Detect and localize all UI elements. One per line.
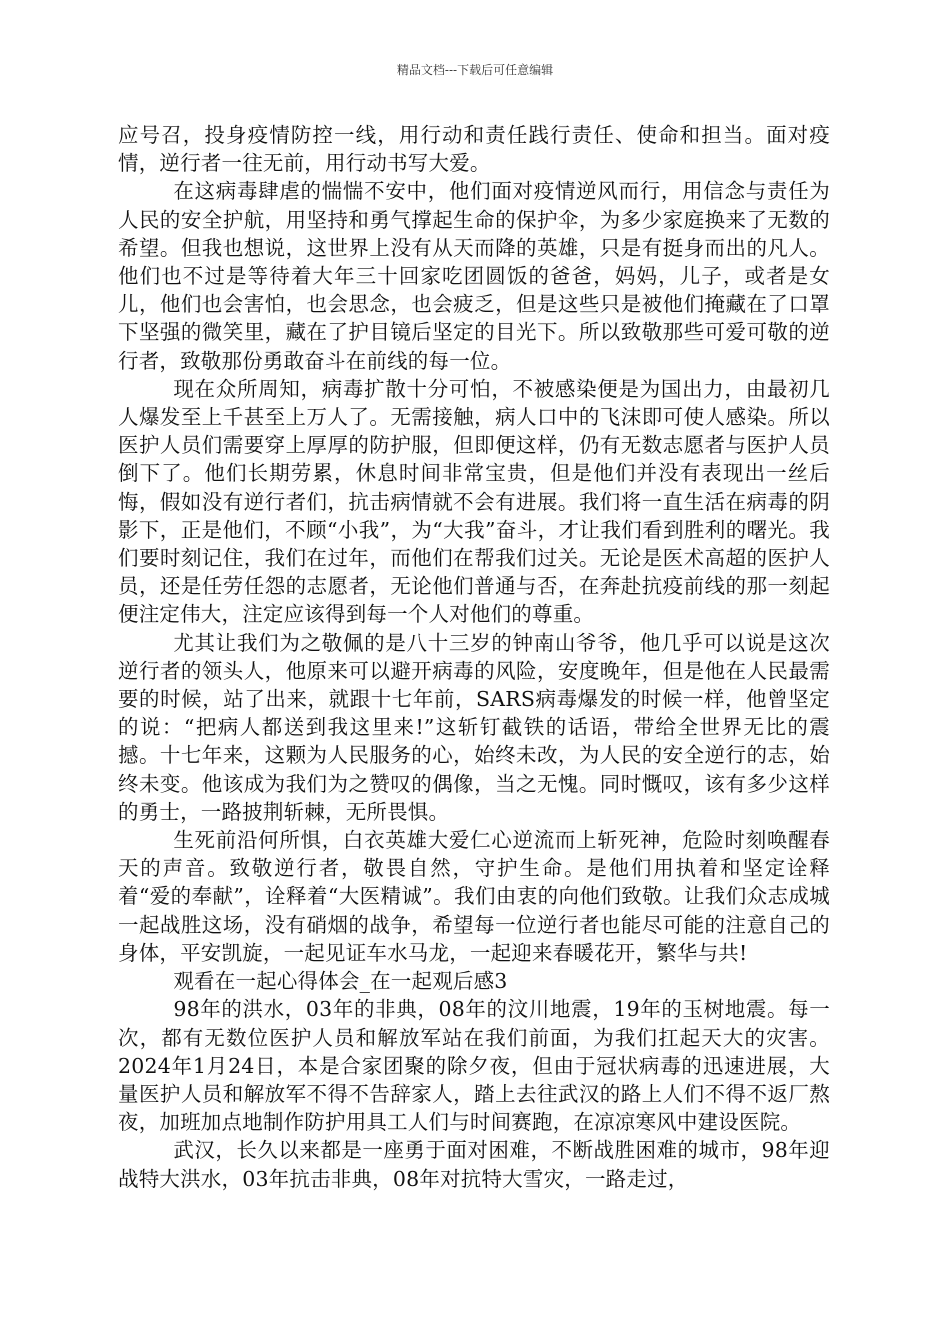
section-heading: 观看在一起心得体会_在一起观后感3 <box>173 969 508 994</box>
paragraph: 尤其让我们为之敬佩的是八十三岁的钟南山爷爷，他几乎可以说是这次逆行者的领头人，他原来可以避开病毒的风险，安度晚年，但是他在人民最需要的时候，站了出来，就跟十七年前，SARS病毒爆发的时候一样，他曾坚定的说：“把病人都送到我这里来!”这斩钉截铁的话语，带给全世界无比的震撼。十七年来，这颗为人民服务的心，始终未改，为人民的安全逆行的志，始终未变。他该成为我们为之赞叹的偶像，当之无愧。同时慨叹，该有多少这样的勇士，一路披荆斩棘，无所畏惧。 <box>118 630 830 824</box>
paragraph: 现在众所周知，病毒扩散十分可怕，不被感染便是为国出力，由最初几人爆发至上千甚至上万人了。无需接触，病人口中的飞沫即可使人感染。所以医护人员们需要穿上厚厚的防护服，但即便这样，仍有无数志愿者与医护人员倒下了。他们长期劳累，休息时间非常宝贵，但是他们并没有表现出一丝后悔，假如没有逆行者们，抗击病情就不会有进展。我们将一直生活在病毒的阴影下，正是他们，不顾“小我”，为“大我”奋斗，才让我们看到胜利的曙光。我们要时刻记住，我们在过年，而他们在帮我们过关。无论是医术高超的医护人员，还是任劳任怨的志愿者，无论他们普通与否，在奔赴抗疫前线的那一刻起便注定伟大，注定应该得到每一个人对他们的尊重。 <box>118 376 830 627</box>
paragraph: 98年的洪水，03年的非典，08年的汶川地震，19年的玉树地震。每一次，都有无数位医护人员和解放军站在我们前面，为我们扛起天大的灾害。2024年1月24日，本是合家团聚的除夕夜，但由于冠状病毒的迅速进展，大量医护人员和解放军不得不告辞家人，踏上去往武汉的路上人们不得不返厂熬夜，加班加点地制作防护用具工人们与时间赛跑，在凉凉寒风中建设医院。 <box>118 997 830 1135</box>
page-header: 精品文档---下载后可任意编辑 <box>396 63 554 77</box>
paragraph: 生死前沿何所惧，白衣英雄大爱仁心逆流而上斩死神，危险时刻唤醒春天的声音。致敬逆行者，敬畏自然，守护生命。是他们用执着和坚定诠释着“爱的奉献”，诠释着“大医精诚”。我们由衷的向他们致敬。让我们众志成城一起战胜这场，没有硝烟的战争，希望每一位逆行者也能尽可能的注意自己的身体，平安凯旋，一起见证车水马龙，一起迎来春暖花开，繁华与共! <box>118 828 830 965</box>
paragraph: 武汉，长久以来都是一座勇于面对困难，不断战胜困难的城市，98年迎战特大洪水，03年抗击非典，08年对抗特大雪灾，一路走过， <box>118 1138 830 1191</box>
document-body <box>118 121 830 1193</box>
paragraph: 在这病毒肆虐的惴惴不安中，他们面对疫情逆风而行，用信念与责任为人民的安全护航，用坚持和勇气撑起生命的保护伞，为多少家庭换来了无数的希望。但我也想说，这世界上没有从天而降的英雄，只是有挺身而出的凡人。他们也不过是等待着大年三十回家吃团圆饭的爸爸，妈妈，儿子，或者是女儿，他们也会害怕，也会思念，也会疲乏，但是这些只是被他们掩藏在了口罩下坚强的微笑里，藏在了护目镜后坚定的目光下。所以致敬那些可爱可敬的逆行者，致敬那份勇敢奋斗在前线的每一位。 <box>118 179 830 373</box>
paragraph: 应号召，投身疫情防控一线，用行动和责任践行责任、使命和担当。面对疫情，逆行者一往无前，用行动书写大爱。 <box>118 123 830 176</box>
